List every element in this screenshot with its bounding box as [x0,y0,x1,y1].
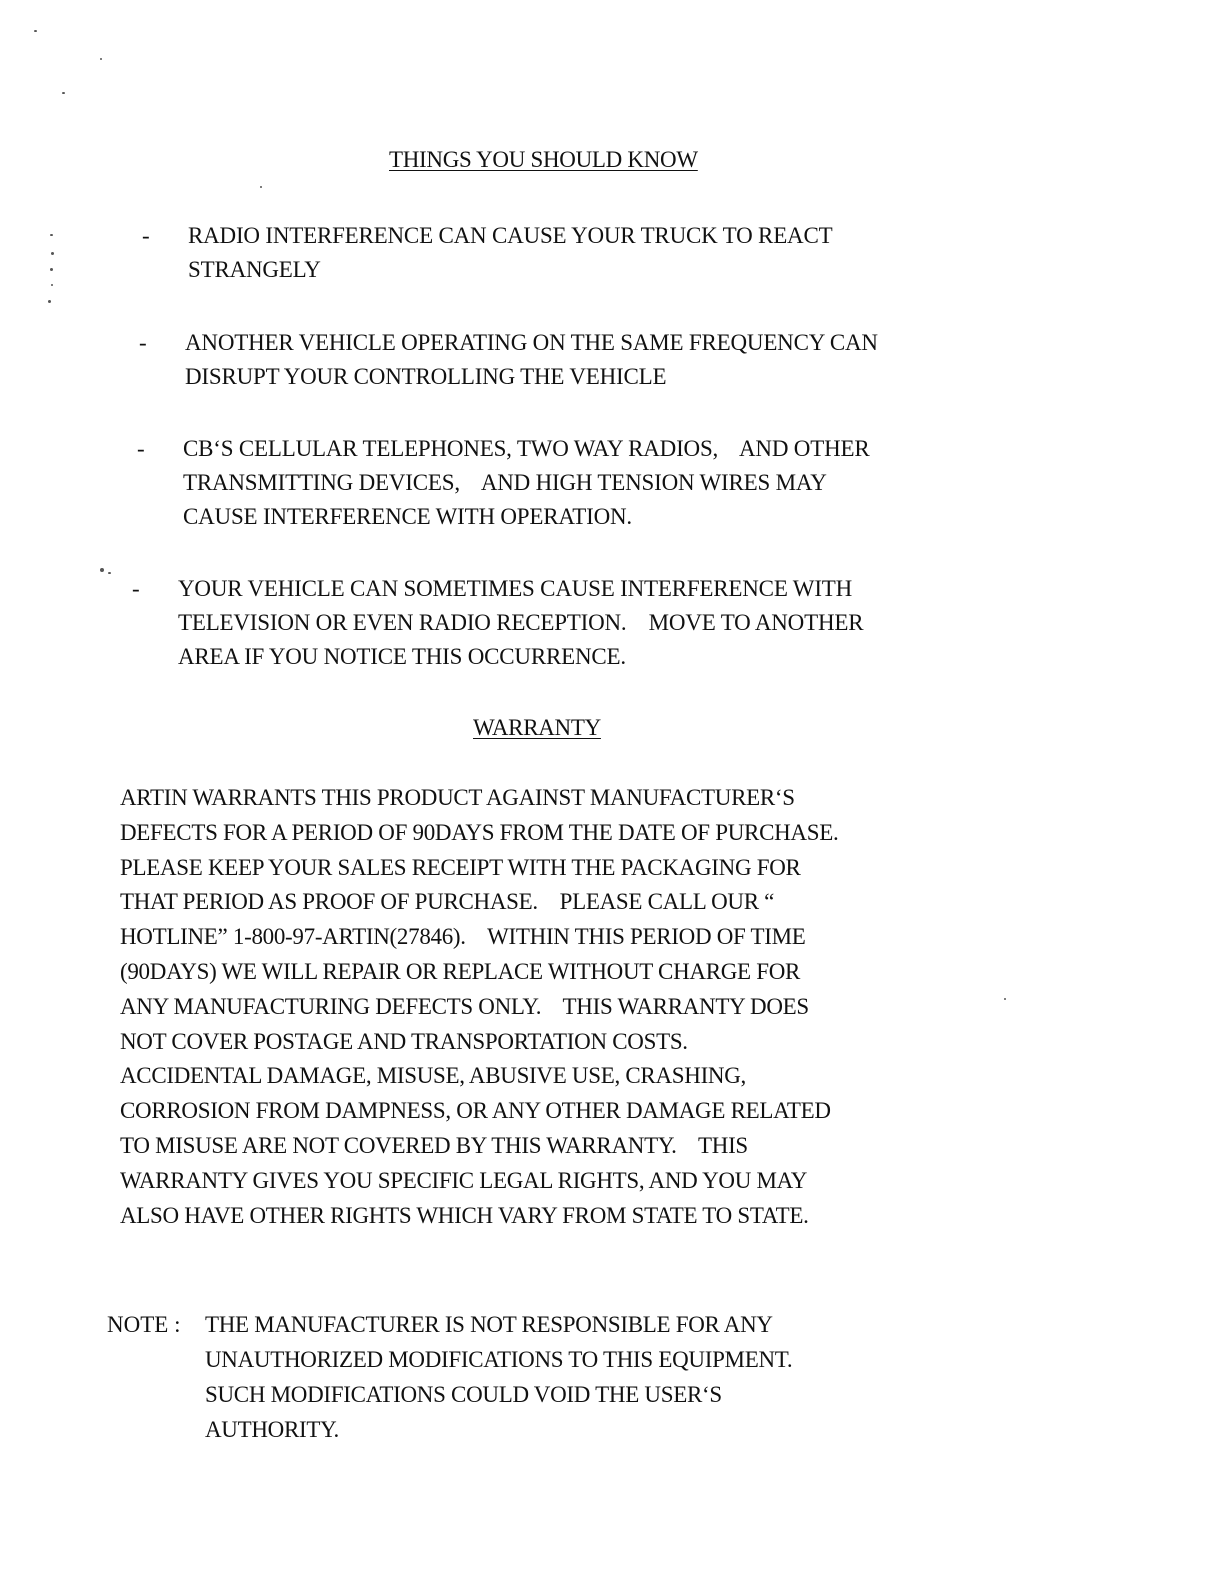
scan-speck [51,252,54,255]
note-line: SUCH MODIFICATIONS COULD VOID THE USER‘S [205,1382,722,1407]
warranty-line: ARTIN WARRANTS THIS PRODUCT AGAINST MANUFACTURER‘S [120,785,795,810]
scan-speck [51,284,53,286]
scan-speck [100,568,104,572]
warranty-line: DEFECTS FOR A PERIOD OF 90DAYS FROM THE DATE OF PURCHASE. [120,819,839,845]
note-line: AUTHORITY. [205,1417,339,1442]
things-heading: THINGS YOU SHOULD KNOW [389,147,698,172]
note-line: THE MANUFACTURER IS NOT RESPONSIBLE FOR ANY [205,1312,773,1337]
bullet-line: YOUR VEHICLE CAN SOMETIMES CAUSE INTERFERENCE WITH [178,576,853,601]
scan-speck [50,268,53,271]
bullet-line: TRANSMITTING DEVICES, AND HIGH TENSION WIRES MAY [183,470,827,495]
bullet-item [132,572,864,674]
bullet-line: CB‘S CELLULAR TELEPHONES, TWO WAY RADIOS, AND OTHER [183,436,870,461]
scan-speck [1004,998,1006,1000]
bullet-line: CAUSE INTERFERENCE WITH OPERATION. [183,504,632,529]
scan-speck [50,234,53,236]
warranty-line: ACCIDENTAL DAMAGE, MISUSE, ABUSIVE USE, CRASHING, [120,1063,746,1089]
bullet-dash: - [142,223,150,248]
warranty-line: ANY MANUFACTURING DEFECTS ONLY. THIS WARRANTY DOES [120,993,809,1019]
bullet-dash: - [137,436,145,461]
warranty-heading: WARRANTY [473,715,601,740]
scan-speck [48,300,51,303]
bullet-line: RADIO INTERFERENCE CAN CAUSE YOUR TRUCK TO REACT [188,223,833,248]
scan-speck [34,30,37,32]
bullet-item [137,432,870,534]
bullet-item [139,326,878,394]
warranty-line: (90DAYS) WE WILL REPAIR OR REPLACE WITHOUT CHARGE FOR [120,958,801,984]
warranty-line: TO MISUSE ARE NOT COVERED BY THIS WARRANTY. THIS [120,1132,748,1158]
scan-speck [260,186,262,188]
note-paragraph [205,1307,792,1447]
bullet-dash: - [139,330,147,355]
bullet-line: STRANGELY [188,257,321,282]
warranty-line: HOTLINE” 1-800-97-ARTIN(27846). WITHIN THIS PERIOD OF TIME [120,924,806,950]
bullet-line: ANOTHER VEHICLE OPERATING ON THE SAME FREQUENCY CAN [185,330,878,355]
warranty-line: CORROSION FROM DAMPNESS, OR ANY OTHER DAMAGE RELATED [120,1098,831,1124]
bullet-dash: - [132,576,140,601]
warranty-paragraph [120,781,838,1233]
bullet-line: DISRUPT YOUR CONTROLLING THE VEHICLE [185,364,667,389]
scan-speck [108,572,111,574]
warranty-line: WARRANTY GIVES YOU SPECIFIC LEGAL RIGHTS, AND YOU MAY [120,1167,808,1193]
bullet-item [142,219,833,287]
warranty-line: PLEASE KEEP YOUR SALES RECEIPT WITH THE PACKAGING FOR [120,854,801,880]
warranty-line: ALSO HAVE OTHER RIGHTS WHICH VARY FROM STATE TO STATE. [120,1202,809,1228]
bullet-line: TELEVISION OR EVEN RADIO RECEPTION. MOVE TO ANOTHER [178,610,864,635]
warranty-line: THAT PERIOD AS PROOF OF PURCHASE. PLEASE CALL OUR “ [120,889,775,915]
scan-speck [100,58,102,60]
bullet-line: AREA IF YOU NOTICE THIS OCCURRENCE. [178,644,626,669]
note-label: NOTE : [107,1312,181,1337]
note-line: UNAUTHORIZED MODIFICATIONS TO THIS EQUIPMENT. [205,1347,793,1372]
scan-speck [62,92,65,94]
warranty-line: NOT COVER POSTAGE AND TRANSPORTATION COSTS. [120,1028,688,1054]
